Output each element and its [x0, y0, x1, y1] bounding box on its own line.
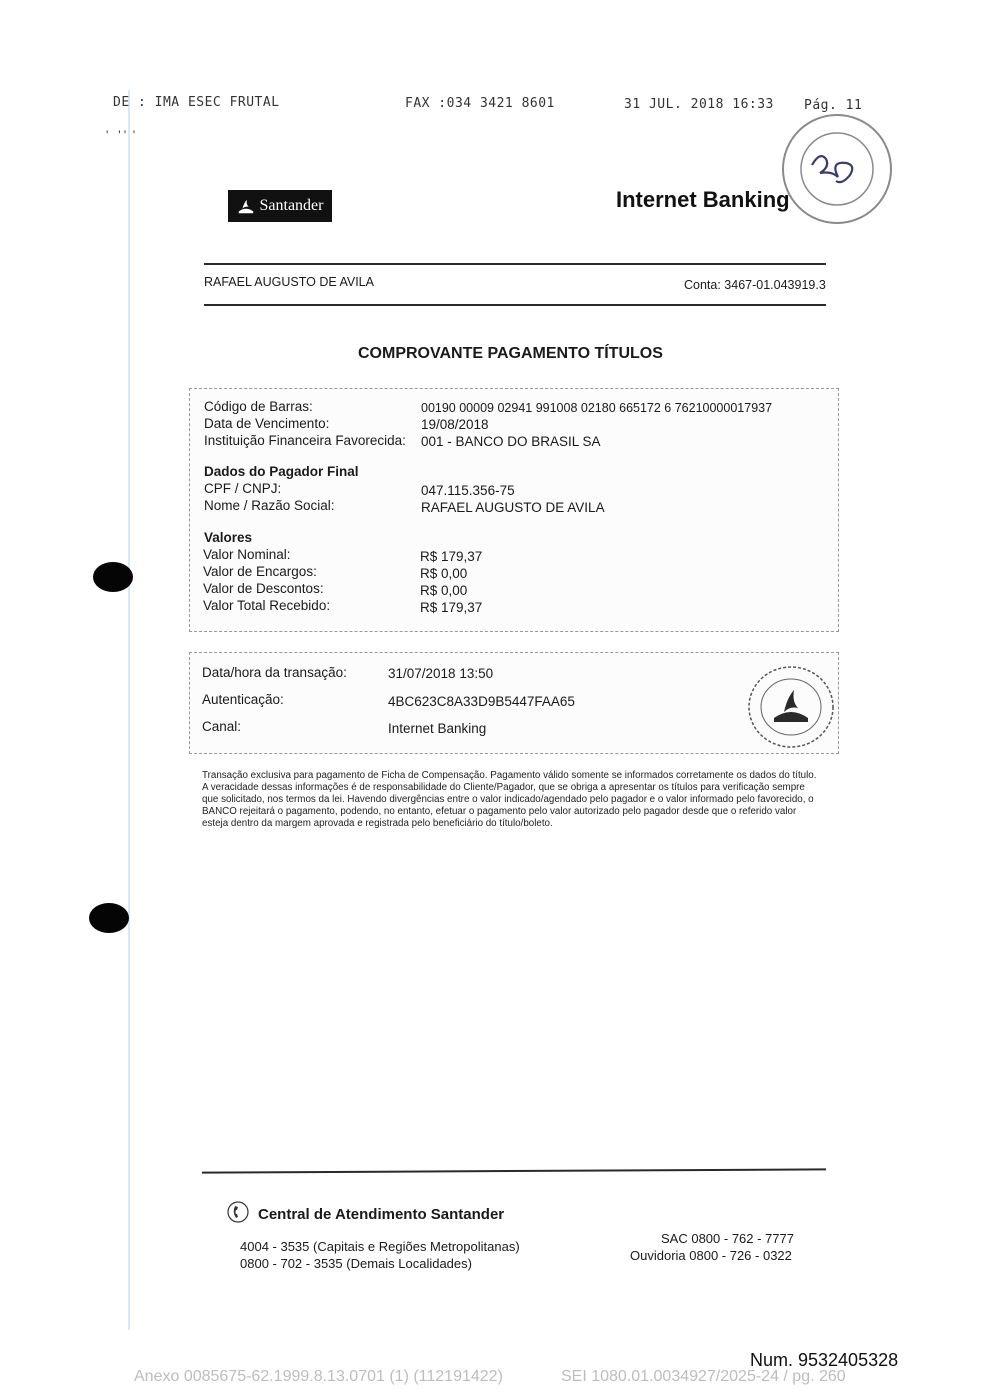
- fax-number: FAX :034 3421 8601: [405, 96, 555, 111]
- barcode-label: Código de Barras:: [204, 399, 313, 414]
- annex-reference: Anexo 0085675-62.1999.8.13.0701 (1) (112191422): [134, 1368, 503, 1385]
- punch-hole: [89, 903, 129, 933]
- logo-text: Santander: [259, 197, 324, 214]
- values-section-title: Valores: [204, 530, 253, 545]
- channel-label: Canal:: [202, 719, 242, 734]
- discounts-label: Valor de Descontos:: [203, 581, 324, 596]
- due-date-label: Data de Vencimento:: [204, 416, 330, 431]
- fax-datetime: 31 JUL. 2018 16:33: [624, 97, 774, 112]
- charges-label: Valor de Encargos:: [203, 564, 317, 579]
- sac-phone: SAC 0800 - 762 - 7777: [661, 1231, 794, 1246]
- document-title: COMPROVANTE PAGAMENTO TÍTULOS: [358, 345, 663, 362]
- due-date-value: 19/08/2018: [421, 417, 489, 432]
- santander-logo: [228, 190, 332, 222]
- discounts-value: R$ 0,00: [420, 583, 468, 598]
- transaction-datetime-label: Data/hora da transação:: [202, 665, 347, 680]
- institution-value: 001 - BANCO DO BRASIL SA: [421, 434, 601, 449]
- footer-rule: [202, 1168, 826, 1173]
- nominal-value: R$ 179,37: [420, 549, 483, 564]
- fax-from: DE : IMA ESEC FRUTAL: [113, 95, 280, 110]
- bank-seal-icon: [746, 664, 836, 750]
- authentication-value: 4BC623C8A33D9B5447FAA65: [388, 694, 575, 709]
- barcode-value: 00190 00009 02941 991008 02180 665172 6 76210000017937: [421, 401, 773, 415]
- sei-reference: SEI 1080.01.0034927/2025-24 / pg. 260: [561, 1368, 846, 1385]
- payer-section-title: Dados do Pagador Final: [204, 464, 359, 479]
- scan-specks: ' ' ' ': [106, 128, 136, 142]
- authentication-label: Autenticação:: [202, 692, 284, 707]
- internet-banking-title: Internet Banking: [616, 187, 790, 212]
- header-rule-bottom: [204, 304, 826, 306]
- ouvidoria-phone: Ouvidoria 0800 - 726 - 0322: [630, 1248, 792, 1263]
- nominal-value-label: Valor Nominal:: [203, 547, 291, 562]
- fax-page: Pág. 11: [804, 98, 863, 113]
- legal-notice: Transação exclusiva para pagamento de Ficha de Compensação. Pagamento válido somente se informados corretamente os dados do título. A veracidade dessas informações é de responsabilidade do Cliente/Pagador, que se obriga a apresentar os títulos para verificação sempre que solicitado, nos termos da lei. Havendo divergências entre o valor indicado/agendado pelo pagador e o valor informado pelo favorecido, o BANCO rejeitará o pagamento, podendo, no entanto, efetuar o pagamento pelo valor autorizado pelo pagador desde que o referido valor esteja dentro da margem aprovada e registrada pelo beneficiário do título/boleto.: [202, 770, 817, 829]
- header-rule-top: [204, 263, 826, 265]
- transaction-datetime-value: 31/07/2018 13:50: [388, 666, 494, 681]
- stamp-seal-icon: [778, 110, 896, 228]
- cpf-label: CPF / CNPJ:: [204, 481, 282, 496]
- flame-icon: [237, 197, 255, 215]
- payer-name-value: RAFAEL AUGUSTO DE AVILA: [421, 500, 605, 515]
- punch-hole: [93, 562, 133, 592]
- central-title: Central de Atendimento Santander: [258, 1206, 505, 1223]
- phone-demais: 0800 - 702 - 3535 (Demais Localidades): [240, 1256, 472, 1271]
- total-received-value: R$ 179,37: [420, 600, 483, 615]
- total-received-label: Valor Total Recebido:: [203, 598, 331, 613]
- scan-margin-line: [128, 90, 130, 1330]
- document-number: Num. 9532405328: [750, 1350, 899, 1370]
- cpf-value: 047.115.356-75: [421, 483, 515, 498]
- phone-icon: [226, 1200, 250, 1224]
- phone-capitais: 4004 - 3535 (Capitais e Regiões Metropolitanas): [240, 1239, 520, 1254]
- channel-value: Internet Banking: [388, 721, 487, 736]
- charges-value: R$ 0,00: [420, 566, 468, 581]
- account-number: Conta: 3467-01.043919.3: [684, 278, 826, 292]
- payer-name-label: Nome / Razão Social:: [204, 498, 335, 513]
- institution-label: Instituição Financeira Favorecida:: [204, 433, 406, 448]
- account-holder: RAFAEL AUGUSTO DE AVILA: [204, 275, 374, 289]
